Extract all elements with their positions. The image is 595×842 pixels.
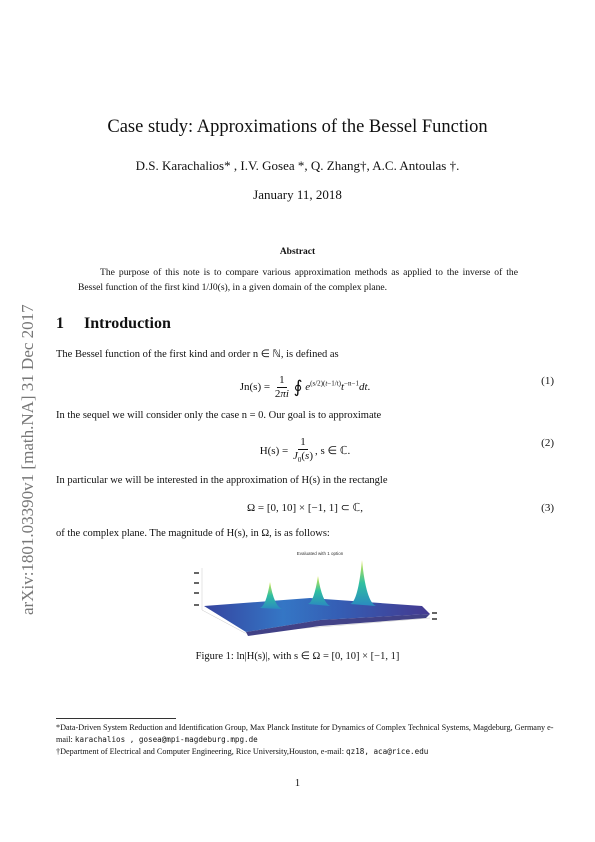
section-number: 1 [56, 315, 64, 332]
footnote-2 [56, 746, 554, 758]
arxiv-stamp-text: arXiv:1801.03390v1 [math.NA] 31 Dec 2017 [18, 304, 37, 615]
equation-1-lhs: Jn(s) = [239, 381, 271, 394]
equation-2-lhs: H(s) = [259, 445, 289, 458]
footnote-rule [56, 718, 176, 719]
footnote-2-text: †Department of Electrical and Computer Engineering, Rice University,Houston, e-mail: [56, 747, 347, 756]
footnote-1-email[interactable]: karachalios , gosea@mpi-magdeburg.mpg.de [74, 735, 258, 744]
plot-inner-title: Evaluated with 1 option [296, 551, 344, 556]
paper-date: January 11, 2018 [253, 187, 342, 202]
equation-2-tag: (2) [541, 437, 554, 449]
abstract-heading: Abstract [279, 247, 316, 257]
surface-plot-figure [190, 548, 438, 644]
paragraph-1: The Bessel function of the first kind and order n ∈ ℕ, is defined as [56, 349, 339, 360]
paragraph-4: of the complex plane. The magnitude of H(s), in Ω, is as follows: [56, 528, 330, 539]
footnote-1 [56, 722, 554, 746]
equation-3-tag: (3) [541, 502, 554, 514]
paragraph-2: In the sequel we will consider only the case n = 0. Our goal is to approximate [56, 410, 382, 421]
section-heading [56, 315, 171, 333]
paper-title: Case study: Approximations of the Bessel Function [107, 117, 488, 137]
figure-caption: Figure 1: ln|H(s)|, with s ∈ Ω = [0, 10] × [−1, 1] [195, 651, 400, 662]
equation-2-rhs: , s ∈ ℂ. [314, 445, 351, 458]
footnote-2-email[interactable]: qz18, aca@rice.edu [346, 747, 429, 756]
arxiv-stamp [8, 150, 44, 620]
page-number: 1 [294, 778, 301, 789]
equation-1: Jn(s) = $\frac{1}{2\pi i}$ ∮ $e^{(s/2)(t-1/t)}t^{-n-1}dt$. (1) [239, 374, 554, 400]
plot-peak-3 [350, 560, 376, 606]
author-list: D.S. Karachalios* , I.V. Gosea *, Q. Zhang†, A.C. Antoulas †. [135, 158, 460, 173]
section-title: Introduction [84, 315, 171, 332]
equation-2: H(s) = $\frac{1}{J_0(s)}$ , s ∈ ℂ. (2) [259, 436, 554, 465]
equation-1-tag: (1) [541, 375, 554, 387]
equation-3 [56, 495, 554, 525]
abstract-text: The purpose of this note is to compare various approximation methods as applied to the inverse of the Bessel function of the first kind 1/J0(s), in a given domain of the complex plane. [78, 267, 518, 293]
equation-3-body: Ω = [0, 10] × [−1, 1] ⊂ ℂ, [246, 502, 364, 514]
footnote-1-text: *Data-Driven System Reduction and Identification Group, Max Planck Institute for Dynamics of Complex Technical Systems, Magdeburg, Germany e-mail: [56, 723, 554, 744]
paragraph-3: In particular we will be interested in the approximation of H(s) in the rectangle [56, 475, 388, 486]
